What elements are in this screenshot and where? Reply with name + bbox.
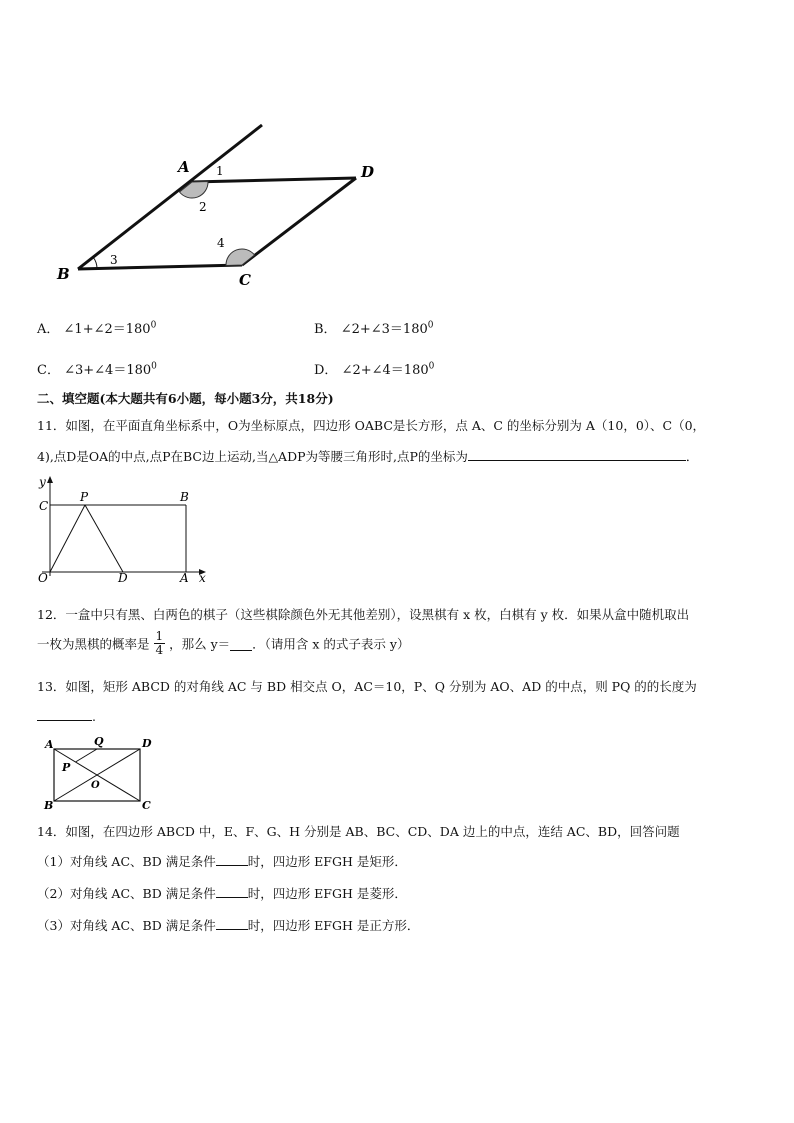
option-b-degree: 0 <box>427 320 434 331</box>
q14-item-2 <box>37 884 407 902</box>
option-d[interactable] <box>314 359 434 378</box>
rect-label-o: O <box>91 780 100 791</box>
section-2-title: 二、填空题(本大题共有6小题，每小题3分，共18分) <box>37 391 334 406</box>
axis-x-label: x <box>199 571 206 585</box>
option-b[interactable] <box>314 318 433 337</box>
option-b-expr: ∠2+∠3＝180 <box>340 322 428 337</box>
angle-2-mark <box>180 182 209 199</box>
angle-3-label: 3 <box>110 253 118 267</box>
q14-item-1-post: 时，四边形 EFGH 是矩形． <box>247 854 407 869</box>
label-c: C <box>239 271 251 289</box>
point-o-label: O <box>38 571 48 585</box>
rect-label-d: D <box>142 737 152 750</box>
q13-answer-blank[interactable] <box>37 707 92 721</box>
option-b-letter: B． <box>314 322 337 337</box>
segment-bc <box>78 265 242 269</box>
segment-op <box>50 505 85 572</box>
q14-item-1 <box>37 852 407 870</box>
point-p-label: P <box>80 490 89 504</box>
option-c[interactable] <box>37 359 157 378</box>
q12-answer-blank[interactable] <box>230 637 252 651</box>
q11-answer-blank[interactable] <box>468 447 686 461</box>
q13-end: . <box>92 709 96 724</box>
point-c-label: C <box>39 499 49 513</box>
q12-fraction-denominator: 4 <box>155 643 164 657</box>
q14-item-2-blank[interactable] <box>216 884 248 898</box>
angle-1-label: 1 <box>216 164 224 178</box>
option-c-degree: 0 <box>151 361 157 372</box>
option-a[interactable] <box>37 318 156 337</box>
angle-4-mark <box>226 249 255 266</box>
option-d-letter: D． <box>314 363 338 378</box>
rect-label-c: C <box>142 799 151 812</box>
parallelogram-figure <box>40 115 400 295</box>
rect-label-p: P <box>62 761 71 774</box>
q11-coordinate-figure <box>36 474 216 586</box>
q13-rectangle-figure <box>40 733 160 813</box>
q12-fraction-numerator: 1 <box>155 629 164 643</box>
segment-ad <box>192 178 356 182</box>
q14-item-3-post: 时，四边形 EFGH 是正方形． <box>247 918 420 933</box>
q12-line1: 12．一盒中只有黑、白两色的棋子（这些棋除颜色外无其他差别），设黑棋有 x 枚，白棋有 y 枚．如果从盒中随机取出 <box>37 607 690 622</box>
q11-line1: 11．如图，在平面直角坐标系中，O为坐标原点，四边形 OABC是长方形，点 A、C 的坐标分别为 A（10，0）、C（0， <box>37 418 706 433</box>
option-d-expr: ∠2+∠4＝180 <box>341 363 429 378</box>
q12-line2 <box>37 630 409 657</box>
q14-item-3-blank[interactable] <box>216 916 248 930</box>
point-b-label: B <box>180 490 189 504</box>
q14-stem: 14．如图，在四边形 ABCD 中，E、F、G、H 分别是 AB、BC、CD、DA 边上的中点，连结 AC、BD，回答问题 <box>37 824 680 839</box>
q11-line2 <box>37 447 698 465</box>
q11-line2-text: 4),点D是OA的中点,点P在BC边上运动,当△ADP为等腰三角形时,点P的坐标为 <box>37 449 468 464</box>
option-c-expr: ∠3+∠4＝180 <box>64 363 152 378</box>
segment-dc <box>242 178 356 265</box>
q13-answer-line <box>37 707 96 724</box>
q14-item-1-blank[interactable] <box>216 852 248 866</box>
q14-item-2-pre: （2）对角线 AC、BD 满足条件 <box>37 886 216 901</box>
angle-4-label: 4 <box>217 236 225 250</box>
q14-item-3-pre: （3）对角线 AC、BD 满足条件 <box>37 918 216 933</box>
segment-pd <box>85 505 123 572</box>
q14-item-2-post: 时，四边形 EFGH 是菱形． <box>247 886 407 901</box>
option-c-letter: C． <box>37 363 60 378</box>
angle-2-label: 2 <box>199 200 207 214</box>
point-a-label: A <box>180 571 189 585</box>
q14-item-1-pre: （1）对角线 AC、BD 满足条件 <box>37 854 216 869</box>
point-d-label: D <box>118 571 128 585</box>
q14-item-3 <box>37 916 419 934</box>
rect-label-q: Q <box>94 735 104 748</box>
label-d: D <box>361 163 375 181</box>
q12-line2-end: ．（请用含 x 的式子表示 y） <box>252 636 410 652</box>
angle-3-mark <box>93 257 97 269</box>
axis-y-label: y <box>39 475 46 489</box>
q13-line1: 13．如图，矩形 ABCD 的对角线 AC 与 BD 相交点 O，AC＝10，P、Q 分别为 AO、AD 的中点，则 PQ 的的长度为 <box>37 679 697 694</box>
y-axis-arrow <box>47 476 53 483</box>
rect-label-b: B <box>44 799 54 812</box>
option-a-degree: 0 <box>150 320 157 331</box>
rect-label-a: A <box>45 738 54 751</box>
label-a: A <box>178 158 190 176</box>
q12-probability-fraction <box>154 630 166 657</box>
option-a-letter: A． <box>37 322 60 337</box>
q12-line2-post: ，那么 y＝ <box>169 636 231 652</box>
line-ab-extended <box>78 125 262 269</box>
q12-line2-pre: 一枚为黑棋的概率是 <box>37 636 150 652</box>
option-d-degree: 0 <box>428 361 435 372</box>
q11-end: ． <box>685 449 699 464</box>
label-b: B <box>57 265 70 283</box>
segment-pq <box>76 749 98 762</box>
option-a-expr: ∠1+∠2＝180 <box>63 322 151 337</box>
